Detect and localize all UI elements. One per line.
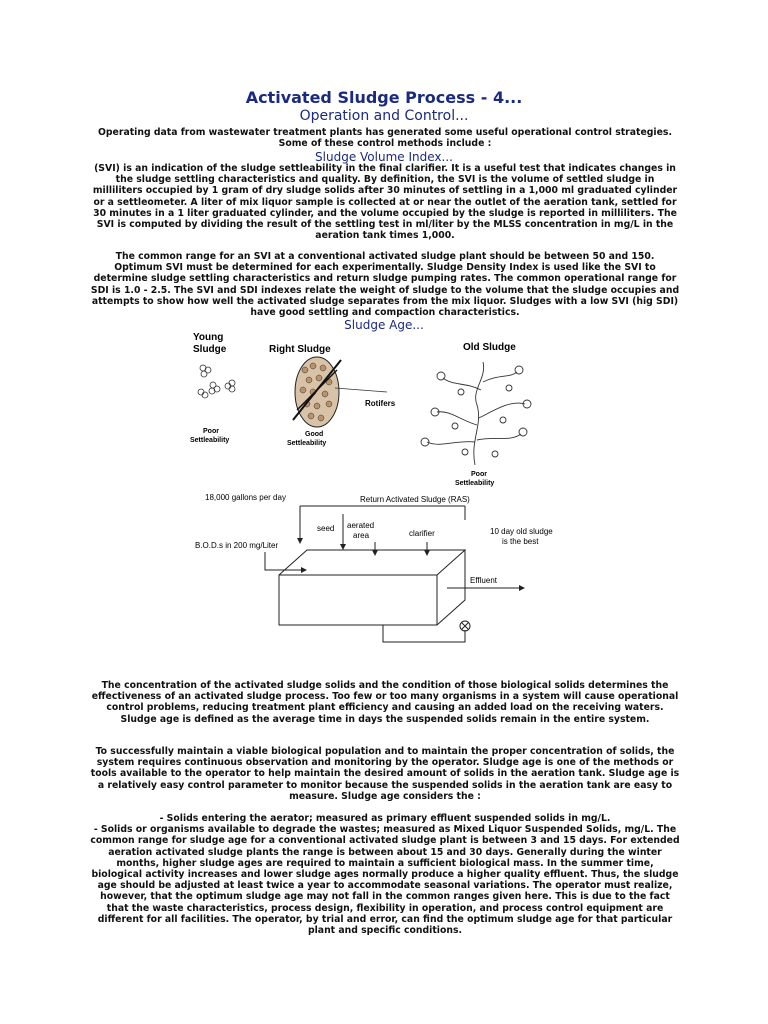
sludge-age-paragraph-2 [90, 746, 680, 802]
return-pump-icon [460, 621, 470, 631]
bod-label: B.O.D.s in 200 mg/Liter [195, 541, 279, 550]
poor-settleability-label-2: Settleability [190, 437, 230, 444]
old-sludge-filaments [421, 362, 531, 465]
effluent-label: Effluent [470, 576, 497, 585]
clarifier-label: clarifier [409, 529, 435, 538]
rotifer-pointer [335, 388, 387, 392]
aerated-label-1: aerated [347, 521, 375, 530]
best-sludge-label-2: is the best [502, 537, 539, 546]
sludge-age-heading: Sludge Age... [344, 318, 424, 332]
sludge-age-item-2: - Solids or organisms available to degrade the wastes; measured as Mixed Liquor Suspended Solids, mg/L. The common range for sludge age for a conventional activated sludge plant is between 3 and 15 days. For extended aeration activated sludge plants the range is between about 15 and 30 days. Generally during the winter months, higher sludge ages are required to maintain a sufficient biological mass. In the summer time, biological activity increases and lower sludge ages normally produce a higher quality effluent. Thus, the sludge age should be adjusted at least twice a year to accommodate seasonal variations. The operator must realize, however, that the optimum sludge age may not fall in the common ranges given here. This is due to the fact that the waste characteristics, process design, flexibility in operation, and process control equipment are different for all facilities. The operator, by trial and error, can find the optimum sludge age for that particular plant and specific conditions. [90, 824, 680, 937]
young-sludge-flocs [198, 365, 235, 398]
sludge-age-text-1: The concentration of the activated sludge solids and the condition of those biological solids determines the effectiveness of an activated sludge process. Too few or too many organisms in a system will cause operational control problems, reducing treatment plant efficiency and causing an added load on the receiving waters. Sludge age is defined as the average time in days the suspended solids remain in the entire system. [91, 680, 679, 725]
best-sludge-label-1: 10 day old sludge [490, 527, 553, 536]
young-sludge-label-2: Sludge [193, 344, 227, 355]
svi-text-1: (SVI) is an indication of the sludge settleability in the final clarifier. It is a useful test that indicates changes in the sludge settling characteristics and quality. By definition, the SVI is the volume of settled sludge in milliliters occupied by 1 gram of dry sludge solids after 30 minutes of settling in a 1,000 ml graduated cylinder or a settleometer. A liter of mix liquor sample is collected at or near the outlet of the aeration tank, settled for 30 minutes in a 1 liter graduated cylinder, and the volume occupied by the sludge is reported in milliliters. The SVI is computed by dividing the result of the settling test in ml/liter by the MLSS concentration in mg/L in the aeration tank times 1,000. [92, 163, 678, 242]
aeration-tank [279, 550, 465, 625]
seed-label: seed [317, 524, 335, 533]
sludge-age-diagram [165, 330, 615, 650]
svi-heading: Sludge Volume Index... [315, 150, 453, 164]
page-subtitle: Operation and Control... [299, 108, 469, 124]
good-settleability-label-2: Settleability [287, 440, 327, 447]
svi-paragraph-1 [90, 163, 680, 241]
right-sludge-label: Right Sludge [269, 344, 331, 355]
sludge-age-text-2: To successfully maintain a viable biological population and to maintain the proper concentration of solids, the system requires continuous observation and monitoring by the operator. Sludge age is one of the methods or tools available to the operator to help maintain the desired amount of solids in the aeration tank. Sludge age is a relatively easy control parameter to monitor because the suspended solids in the aeration tank are easy to measure. Sludge age considers the : [90, 746, 680, 802]
good-settleability-label-1: Good [305, 431, 324, 438]
aerated-label-2: area [353, 531, 370, 540]
young-sludge-label-1: Young [193, 332, 224, 343]
svi-text-2: The common range for an SVI at a conventional activated sludge plant should be between 50 and 150. Optimum SVI must be determined for each experimentally. Sludge Density Index is used like the SVI to determine sludge settling characteristics and return sludge pumping rates. The common operational range for SDI is 1.0 - 2.5. The SVI and SDI indexes relate the weight of sludge to the volume that the sludge occupies and attempts to show how well the activated sludge separates from the mix liquor. Sludges with a low SVI (hig SDI) have good settling and compaction characteristics. [90, 251, 680, 319]
flow-lines [265, 506, 520, 642]
old-poor-settleability-label-1: Poor [471, 471, 487, 478]
intro-text: Operating data from wastewater treatment plants has generated some useful operational control strategies. Some of these control methods include : [98, 127, 672, 150]
svi-paragraph-2 [90, 251, 680, 318]
sludge-age-paragraph-1 [90, 680, 680, 725]
ras-label: Return Activated Sludge (RAS) [360, 495, 470, 504]
old-poor-settleability-label-2: Settleability [455, 480, 495, 487]
old-sludge-label: Old Sludge [463, 342, 516, 353]
right-sludge-floc [293, 357, 341, 427]
flow-rate-label: 18,000 gallons per day [205, 493, 286, 502]
sludge-age-item-1: - Solids entering the aerator; measured as primary effluent suspended solids in mg/L. [159, 813, 611, 824]
sludge-age-list [90, 813, 680, 936]
intro-paragraph [90, 127, 680, 149]
rotifers-label: Rotifers [365, 399, 396, 408]
page-title: Activated Sludge Process - 4... [245, 88, 523, 107]
poor-settleability-label-1: Poor [203, 428, 219, 435]
